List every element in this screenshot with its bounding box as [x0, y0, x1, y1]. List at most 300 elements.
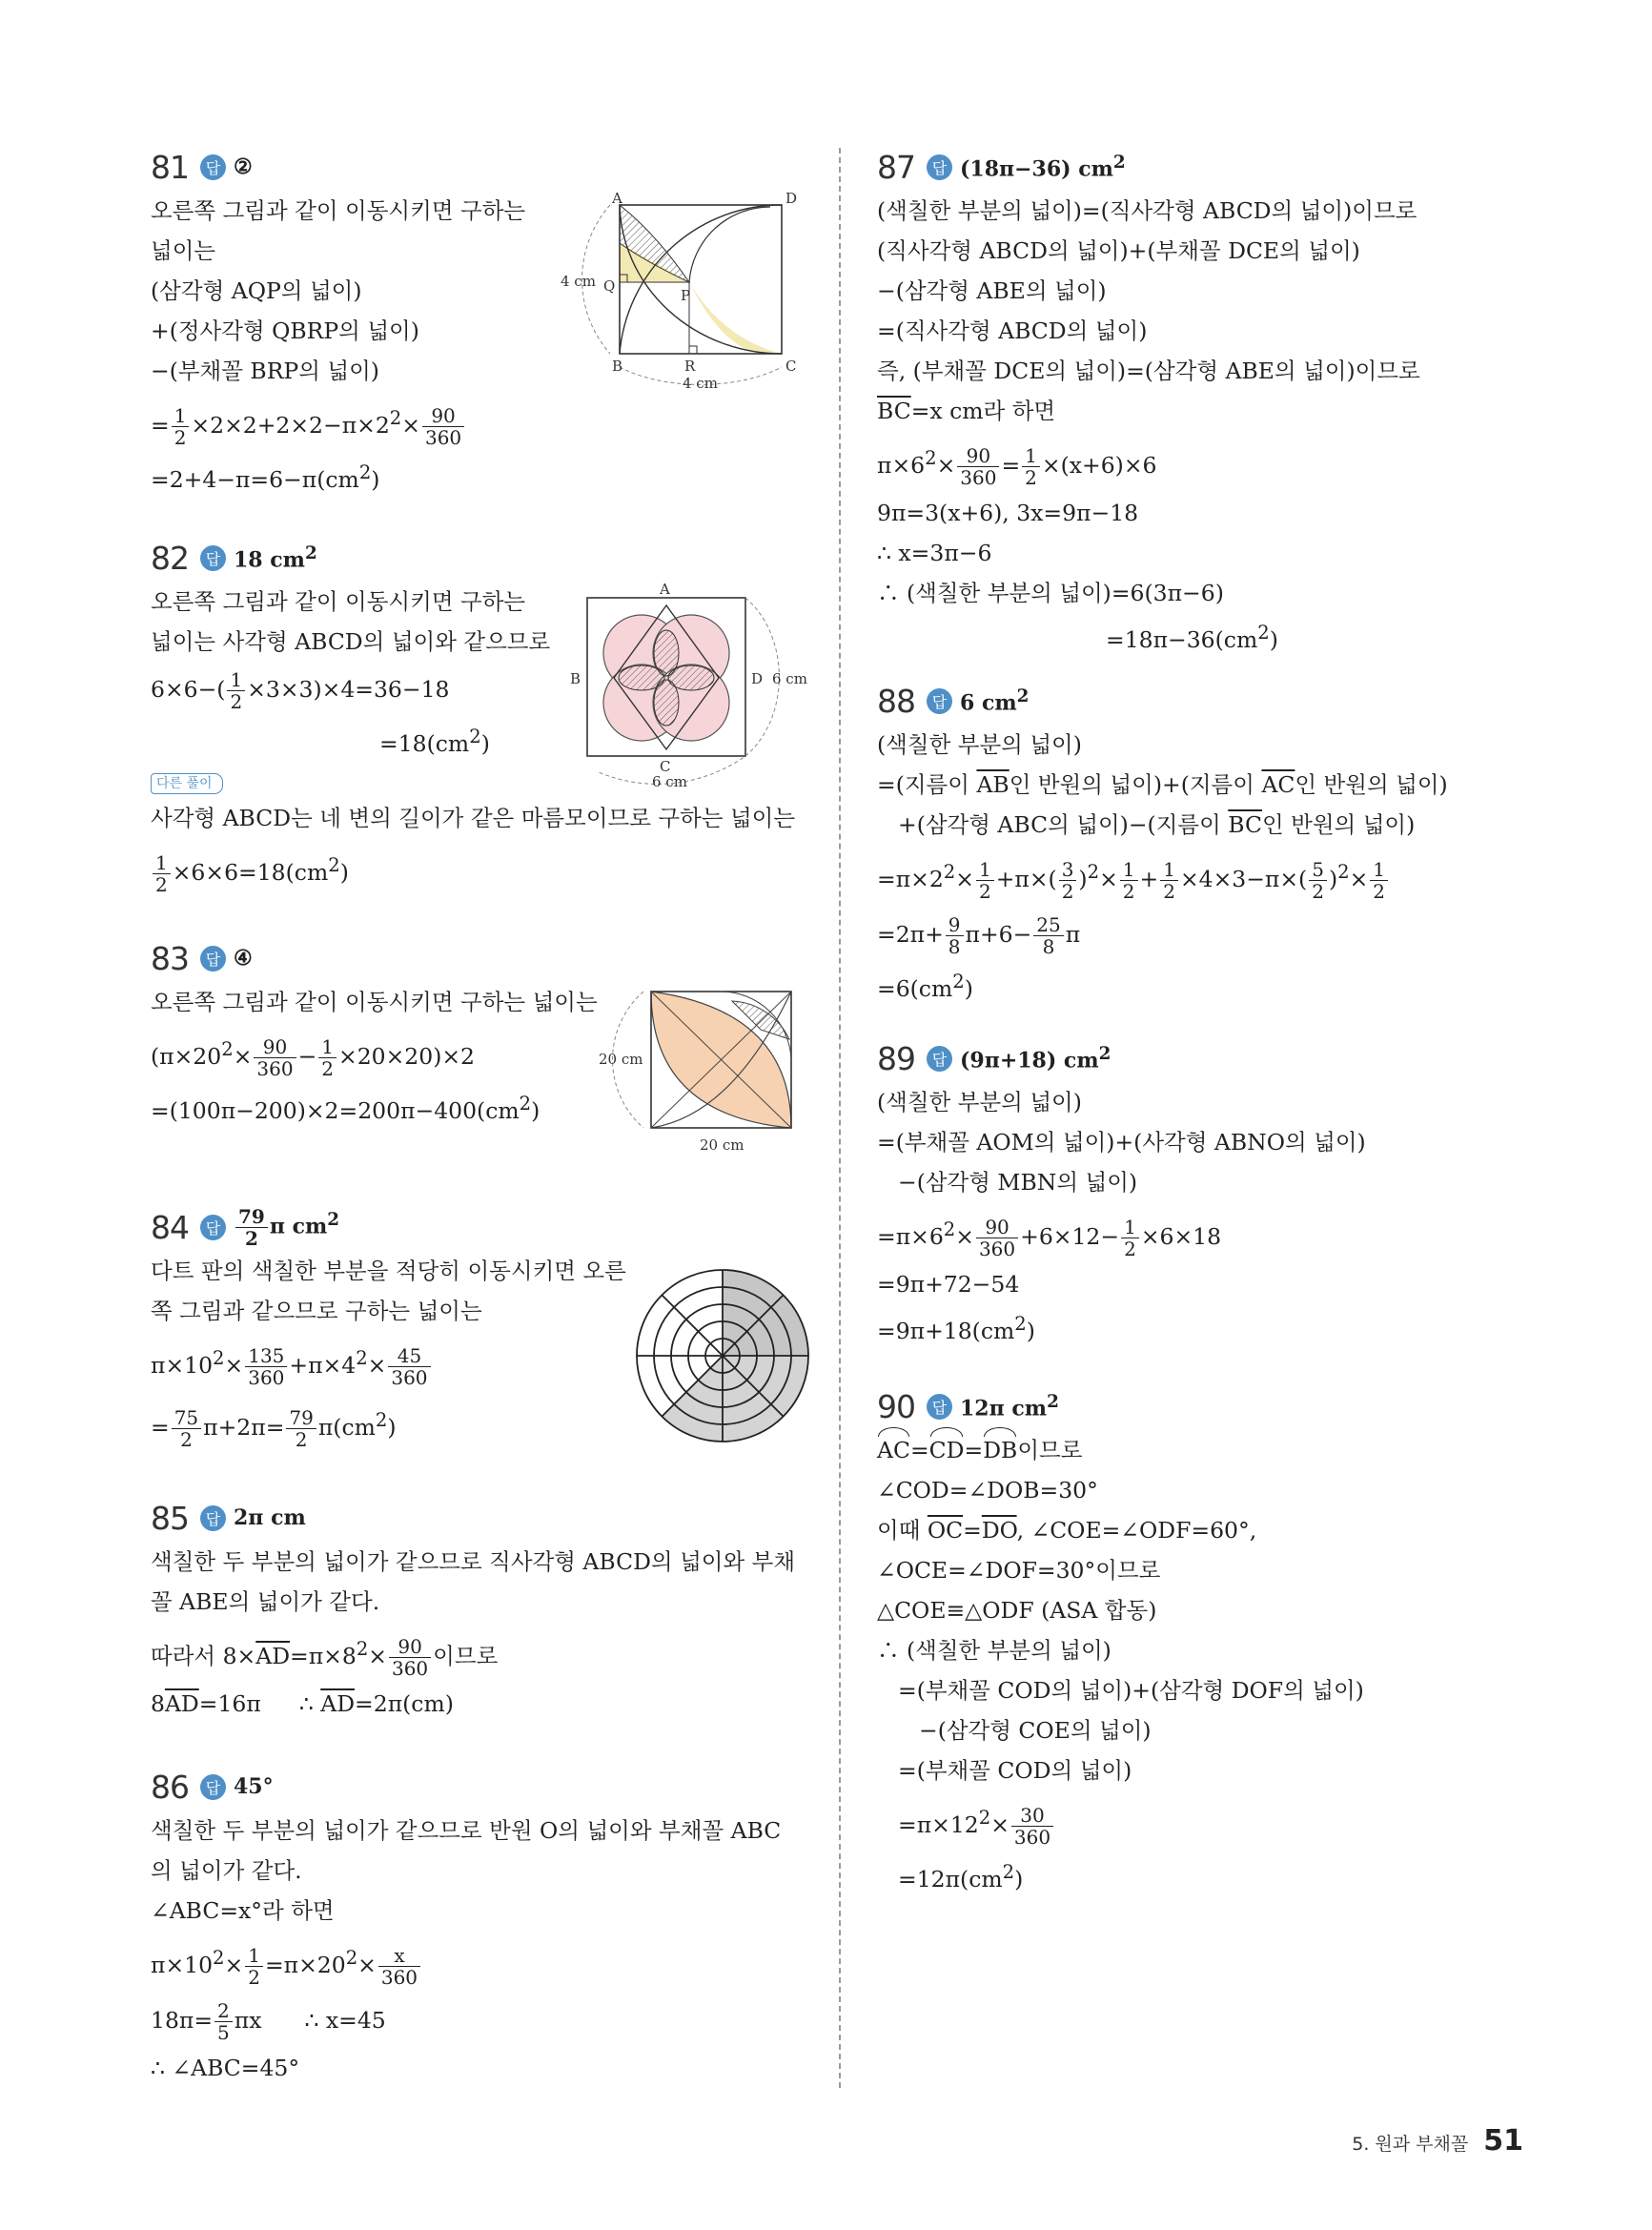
label-r: R — [684, 358, 696, 375]
t: =9π+18(cm — [877, 1317, 1015, 1344]
t: = — [964, 1437, 984, 1463]
t: ) — [964, 974, 973, 1002]
fraction — [245, 1945, 263, 1988]
segment-oc: $\overline{OC}$ — [927, 1517, 964, 1544]
problem-84 — [151, 1203, 808, 1494]
fraction — [1011, 1805, 1053, 1848]
t: 인 반원의 넓이) — [1261, 811, 1416, 838]
fraction — [318, 1036, 337, 1079]
problem-number: 87 — [877, 148, 915, 186]
problem-number: 81 — [151, 148, 189, 186]
t: π×10 — [151, 1951, 214, 1978]
numerator: 1 — [318, 1036, 337, 1058]
t: × — [357, 1951, 377, 1978]
fraction — [214, 2000, 233, 2043]
text-line: 오른쪽 그림과 같이 이동시키면 구하는 — [151, 588, 526, 615]
t: =π×12 — [898, 1811, 979, 1838]
t: = — [963, 1517, 982, 1544]
t: +π×4 — [289, 1351, 357, 1379]
column-divider — [839, 148, 841, 2088]
t: × — [401, 411, 420, 439]
t: 6×6−( — [151, 676, 226, 703]
t: ∴ — [298, 1689, 321, 1717]
fraction — [286, 1407, 316, 1450]
exponent: 2 — [943, 1218, 956, 1240]
figure-81 — [561, 186, 827, 424]
text-line: 의 넓이가 같다. — [151, 1857, 302, 1884]
exponent: 2 — [943, 861, 956, 883]
segment-ad: $\overline{AD}$ — [320, 1689, 356, 1717]
fraction — [254, 1036, 296, 1079]
t: ×(x+6)×6 — [1041, 451, 1157, 479]
segment-bc: $\overline{BC}$ — [1228, 811, 1262, 838]
denominator: 2 — [1163, 879, 1175, 903]
denominator: 2 — [1124, 1237, 1136, 1260]
denominator: 2 — [230, 690, 243, 713]
denominator: 2 — [1025, 465, 1037, 489]
formula-line — [151, 838, 808, 900]
answer-badge: 답 — [927, 154, 952, 180]
answer-badge: 답 — [200, 1505, 226, 1531]
formula-line — [877, 962, 1506, 1009]
numerator: 1 — [1022, 445, 1040, 467]
t: 18 cm — [234, 547, 305, 573]
text-line: 즉, (부채꼴 DCE의 넓이)=(삼각형 ABE의 넓이)이므로 — [877, 358, 1420, 384]
text-line — [877, 1430, 1506, 1470]
exponent: 2 — [345, 1947, 358, 1969]
answer-value — [960, 153, 1126, 181]
exponent: 2 — [1337, 861, 1350, 883]
text-line: =(부채꼴 COD의 넓이)+(삼각형 DOF의 넓이) — [898, 1677, 1364, 1704]
t: =2π(cm) — [355, 1689, 454, 1717]
t: =(지름이 — [877, 771, 977, 798]
denominator: 2 — [295, 1427, 308, 1451]
t: π+6− — [965, 920, 1032, 948]
problem-90 — [877, 1382, 1506, 1899]
t: +6×12− — [1020, 1222, 1120, 1250]
text-line: 다트 판의 색칠한 부분을 적당히 이동시키면 오른 — [151, 1258, 626, 1284]
fraction — [389, 1636, 431, 1679]
figure-83 — [599, 972, 818, 1173]
t: π — [1065, 920, 1081, 948]
shaded-band — [689, 282, 782, 354]
numerator: 90 — [389, 1636, 431, 1658]
numerator: 1 — [172, 405, 190, 427]
numerator: 1 — [1120, 859, 1138, 881]
denominator: 2 — [1373, 879, 1386, 903]
numerator: x — [378, 1945, 420, 1967]
numerator: 1 — [1121, 1217, 1139, 1238]
t: πx — [234, 2006, 262, 2034]
t: (π×20 — [151, 1042, 222, 1070]
t: ×6×6=18(cm — [172, 858, 329, 886]
numerator: 90 — [254, 1036, 296, 1058]
segment-ad: $\overline{AD}$ — [164, 1689, 199, 1717]
text-line: −(부채꼴 BRP의 넓이) — [151, 358, 379, 384]
denominator: 2 — [978, 879, 991, 903]
text-line: 오른쪽 그림과 같이 이동시키면 구하는 — [151, 197, 526, 224]
t: ) — [387, 1413, 397, 1441]
fraction — [1370, 859, 1388, 902]
t: ) — [339, 858, 349, 886]
numerator: 1 — [227, 669, 245, 691]
text-line: △COE≡△ODF (ASA 합동) — [877, 1597, 1157, 1624]
text-line: =(부채꼴 AOM의 넓이)+(사각형 ABNO의 넓이) — [877, 1129, 1366, 1156]
t: =π×8 — [290, 1642, 357, 1669]
t: =π×6 — [877, 1222, 944, 1250]
label-b: B — [570, 670, 581, 687]
exponent: 2 — [375, 1408, 388, 1431]
t: π+2π= — [203, 1413, 285, 1441]
t: ×6×18 — [1140, 1222, 1222, 1250]
numerator: 1 — [153, 852, 171, 874]
t: ×4×3−π×( — [1179, 865, 1308, 892]
fraction — [422, 405, 464, 448]
numerator: 1 — [1160, 859, 1178, 881]
exponent: 2 — [213, 1347, 225, 1369]
label-d: D — [751, 670, 764, 687]
lens — [668, 665, 714, 690]
denominator: 2 — [155, 872, 168, 896]
fraction — [946, 914, 964, 957]
label-a: A — [612, 190, 622, 207]
answer-value: 45° — [234, 1774, 274, 1799]
text-line: 꼴 ABE의 넓이가 같다. — [151, 1588, 380, 1615]
t: × — [1349, 865, 1369, 892]
answer-value — [960, 1044, 1111, 1073]
text-line: ∠OCE=∠DOF=30°이므로 — [877, 1557, 1161, 1584]
t: − — [297, 1042, 317, 1070]
t: π×6 — [877, 451, 926, 479]
answer-value — [960, 686, 1029, 715]
right-angle-mark — [689, 346, 697, 354]
exponent: 2 — [1016, 685, 1030, 706]
text-line: 사각형 ABCD는 네 변의 길이가 같은 마름모이므로 구하는 넓이는 — [151, 804, 796, 831]
t: 18π= — [151, 2006, 214, 2034]
exponent: 2 — [389, 407, 402, 429]
answer-value: ④ — [234, 946, 253, 971]
fraction — [957, 445, 999, 488]
t: =π×2 — [877, 865, 944, 892]
denominator: 2 — [1061, 879, 1074, 903]
t: , ∠COE=∠ODF=60°, — [1016, 1517, 1257, 1544]
label-q: Q — [603, 277, 616, 295]
text-line — [877, 805, 1506, 845]
arc-db: DB — [983, 1430, 1017, 1470]
answer-badge: 답 — [927, 1394, 952, 1420]
formula-line — [877, 1790, 1506, 1852]
fraction — [1059, 859, 1077, 902]
denominator: 360 — [1013, 1825, 1051, 1849]
denominator: 360 — [391, 1656, 429, 1680]
t: = — [151, 411, 170, 439]
formula-line — [877, 1304, 1506, 1351]
t: ×20×20)×2 — [338, 1042, 476, 1070]
page-number: 51 — [1483, 2124, 1523, 2158]
t: π(cm — [317, 1413, 376, 1441]
t: =18(cm — [379, 729, 470, 757]
t: ) — [1078, 865, 1088, 892]
answer-badge: 답 — [200, 1774, 226, 1800]
t: =6(cm — [877, 974, 953, 1002]
label-p: P — [681, 287, 691, 304]
label-a: A — [660, 581, 670, 598]
formula-line — [877, 1202, 1506, 1264]
numerator: 1 — [1370, 859, 1388, 881]
exponent: 2 — [469, 726, 481, 747]
label-d: D — [785, 190, 798, 207]
t: × — [936, 451, 956, 479]
t: =18π−36(cm — [1106, 625, 1258, 653]
problem-number: 89 — [877, 1039, 915, 1077]
t: 인 반원의 넓이)+(지름이 — [1009, 771, 1262, 798]
exponent: 2 — [1098, 1043, 1112, 1064]
text-line: ∴ (색칠한 부분의 넓이)=6(3π−6) — [877, 579, 1224, 606]
formula-line — [151, 1931, 808, 1993]
t: × — [990, 1811, 1010, 1838]
fraction — [1022, 445, 1040, 488]
figure-84-dartboard — [627, 1260, 818, 1451]
exponent: 2 — [1047, 1391, 1059, 1412]
problem-81 — [151, 143, 808, 534]
answer-value — [234, 543, 317, 572]
t: (9π+18) cm — [960, 1048, 1099, 1074]
denominator: 360 — [960, 465, 997, 489]
denominator: 360 — [248, 1365, 285, 1389]
numerator: 3 — [1059, 859, 1077, 881]
problem-85 — [151, 1494, 808, 1763]
exponent: 2 — [328, 853, 340, 876]
formula-line — [877, 613, 1506, 660]
dartboard — [637, 1270, 808, 1442]
exponent: 2 — [304, 542, 317, 563]
text-line: (직사각형 ABCD의 넓이)+(부채꼴 DCE의 넓이) — [877, 237, 1360, 264]
t: =12π(cm — [898, 1865, 1003, 1892]
numerator: 90 — [957, 445, 999, 467]
exponent: 2 — [978, 1807, 991, 1829]
problem-number: 90 — [877, 1387, 915, 1425]
formula-line — [151, 1993, 808, 2048]
t: × — [368, 1642, 387, 1669]
text-line: 색칠한 두 부분의 넓이가 같으므로 반원 O의 넓이와 부채꼴 ABC — [151, 1817, 782, 1844]
text-line — [877, 391, 1506, 431]
answer-badge: 답 — [200, 1215, 226, 1240]
denominator: 360 — [391, 1365, 428, 1389]
problem-number: 83 — [151, 939, 189, 977]
exponent: 2 — [1002, 1860, 1015, 1883]
answer-value — [960, 1392, 1059, 1421]
text-line: (색칠한 부분의 넓이)=(직사각형 ABCD의 넓이)이므로 — [877, 197, 1417, 224]
answer-badge: 답 — [200, 154, 226, 180]
arc-cd: CD — [929, 1430, 965, 1470]
formula-line — [877, 907, 1506, 962]
t: 따라서 8× — [151, 1642, 256, 1669]
denominator: 360 — [380, 1965, 418, 1989]
t: π×10 — [151, 1351, 214, 1379]
answer-value: 2π cm — [234, 1505, 306, 1530]
answer-badge: 답 — [927, 1046, 952, 1072]
numerator: 75 — [172, 1407, 201, 1429]
t: × — [224, 1351, 244, 1379]
problem-number: 86 — [151, 1768, 189, 1806]
t: ) — [1328, 865, 1338, 892]
denominator: 8 — [1042, 934, 1055, 958]
lens — [619, 665, 664, 690]
label-bottom: 20 cm — [700, 1136, 744, 1154]
problem-88 — [877, 677, 1506, 1034]
numerator: 5 — [1309, 859, 1327, 881]
text-line: 넓이는 — [151, 237, 216, 264]
text-line: (색칠한 부분의 넓이) — [877, 1089, 1082, 1115]
t: × — [233, 1042, 253, 1070]
exponent: 2 — [952, 970, 965, 992]
denominator: 360 — [256, 1056, 294, 1080]
chapter-title: 5. 원과 부채꼴 — [1352, 2134, 1469, 2155]
numerator: 135 — [245, 1345, 287, 1367]
denominator: 2 — [180, 1427, 193, 1451]
text-line — [877, 765, 1506, 805]
exponent: 2 — [1112, 152, 1126, 173]
t: 이때 — [877, 1517, 928, 1544]
answer-value: ② — [234, 154, 253, 179]
numerator: 90 — [976, 1217, 1018, 1238]
t: 이므로 — [433, 1642, 499, 1669]
fraction — [172, 1407, 201, 1450]
t: ×3×3)×4=36−18 — [247, 676, 450, 703]
exponent: 2 — [1257, 621, 1270, 644]
t: × — [224, 1951, 244, 1978]
formula-line — [151, 1684, 808, 1724]
text-line: =(직사각형 ABCD의 넓이) — [877, 317, 1148, 344]
exponent: 2 — [519, 1092, 532, 1115]
fraction — [172, 405, 190, 448]
numerator: 30 — [1011, 1805, 1053, 1827]
t: π cm — [269, 1214, 328, 1238]
t: × — [367, 1351, 387, 1379]
t: ∴ x=45 — [304, 2006, 386, 2034]
formula-line — [877, 845, 1506, 907]
text-line: 색칠한 두 부분의 넓이가 같으므로 직사각형 ABCD의 넓이와 부채 — [151, 1548, 796, 1575]
t: =(100π−200)×2=200π−400(cm — [151, 1096, 520, 1124]
fraction — [378, 1945, 420, 1988]
label-side: 6 cm — [772, 670, 807, 687]
label-c: C — [785, 358, 797, 375]
text-line: =9π+72−54 — [877, 1270, 1020, 1298]
problem-86 — [151, 1763, 808, 2088]
exponent: 2 — [356, 1347, 368, 1369]
text-line: ∴ ∠ABC=45° — [151, 2054, 300, 2081]
segment-bc: $\overline{BC}$ — [877, 398, 911, 424]
label-bottom: 4 cm — [683, 375, 718, 392]
t: 12π cm — [960, 1396, 1048, 1422]
denominator: 360 — [978, 1237, 1016, 1260]
numerator: 9 — [946, 914, 964, 936]
numerator: 25 — [1033, 914, 1063, 936]
formula-line — [151, 1622, 808, 1684]
label-side: 4 cm — [561, 273, 596, 290]
exponent: 2 — [327, 1209, 340, 1230]
text-line: (삼각형 AQP의 넓이) — [151, 277, 362, 304]
text-line: (색칠한 부분의 넓이) — [877, 731, 1082, 758]
fraction — [1160, 859, 1178, 902]
text-line: +(정사각형 QBRP의 넓이) — [151, 317, 419, 344]
left-column — [151, 143, 808, 2088]
fraction — [153, 852, 171, 895]
numerator: 79 — [286, 1407, 316, 1429]
t: =2+4−π=6−π(cm — [151, 465, 359, 493]
fraction — [1120, 859, 1138, 902]
label-b: B — [612, 358, 623, 375]
segment-ad: $\overline{AD}$ — [255, 1642, 291, 1669]
problem-87 — [877, 143, 1506, 677]
text-line — [877, 1510, 1506, 1550]
alt-solution-tag: 다른 풀이 — [151, 773, 223, 794]
t: =2π+ — [877, 920, 944, 948]
denominator: 8 — [948, 934, 961, 958]
answer-value — [234, 1206, 339, 1249]
arc-ac: AC — [877, 1430, 910, 1470]
t: 인 반원의 넓이) — [1295, 771, 1448, 798]
t: ) — [371, 465, 380, 493]
text-line: −(삼각형 COE의 넓이) — [919, 1717, 1152, 1744]
problem-number: 84 — [151, 1208, 189, 1246]
text-line: 쪽 그림과 같으므로 구하는 넓이는 — [151, 1298, 482, 1324]
exponent: 2 — [1014, 1312, 1027, 1335]
exponent: 2 — [356, 1638, 369, 1660]
denominator: 2 — [248, 1965, 260, 1989]
fraction — [1033, 914, 1063, 957]
segment-ac: $\overline{AC}$ — [1261, 771, 1295, 798]
exponent: 2 — [1087, 861, 1100, 883]
fraction — [1121, 1217, 1139, 1259]
formula-line — [151, 453, 808, 500]
segment-do: $\overline{DO}$ — [981, 1517, 1017, 1544]
problem-89 — [877, 1034, 1506, 1382]
denominator: 2 — [173, 425, 187, 449]
t: ) — [1269, 625, 1278, 653]
text-line: −(삼각형 ABE의 넓이) — [877, 277, 1107, 304]
label-bottom: 6 cm — [652, 773, 687, 787]
t: = — [151, 1413, 170, 1441]
t: = — [1001, 451, 1021, 479]
denominator: 2 — [244, 1226, 258, 1250]
problem-number: 85 — [151, 1499, 189, 1537]
t: +(삼각형 ABC의 넓이)−(지름이 — [898, 811, 1229, 838]
t: 8 — [151, 1689, 165, 1717]
t: ) — [480, 729, 490, 757]
fraction — [227, 669, 245, 712]
answer-badge: 답 — [927, 688, 952, 714]
t: ) — [531, 1096, 540, 1124]
t: ) — [1014, 1865, 1024, 1892]
t: + — [1139, 865, 1159, 892]
fraction — [1309, 859, 1327, 902]
denominator: 2 — [1122, 879, 1135, 903]
exponent: 2 — [213, 1947, 225, 1969]
label-c: C — [660, 758, 671, 775]
t: × — [955, 865, 974, 892]
exponent: 2 — [358, 460, 372, 483]
fraction — [976, 1217, 1018, 1259]
t: × — [1099, 865, 1118, 892]
t: +π×( — [995, 865, 1057, 892]
t: ×2×2+2×2−π×2 — [191, 411, 390, 439]
numerator: 1 — [976, 859, 994, 881]
problem-82 — [151, 534, 808, 934]
formula-line — [877, 431, 1506, 493]
numerator: 1 — [245, 1945, 263, 1967]
text-line: 오른쪽 그림과 같이 이동시키면 구하는 넓이는 — [151, 989, 598, 1015]
